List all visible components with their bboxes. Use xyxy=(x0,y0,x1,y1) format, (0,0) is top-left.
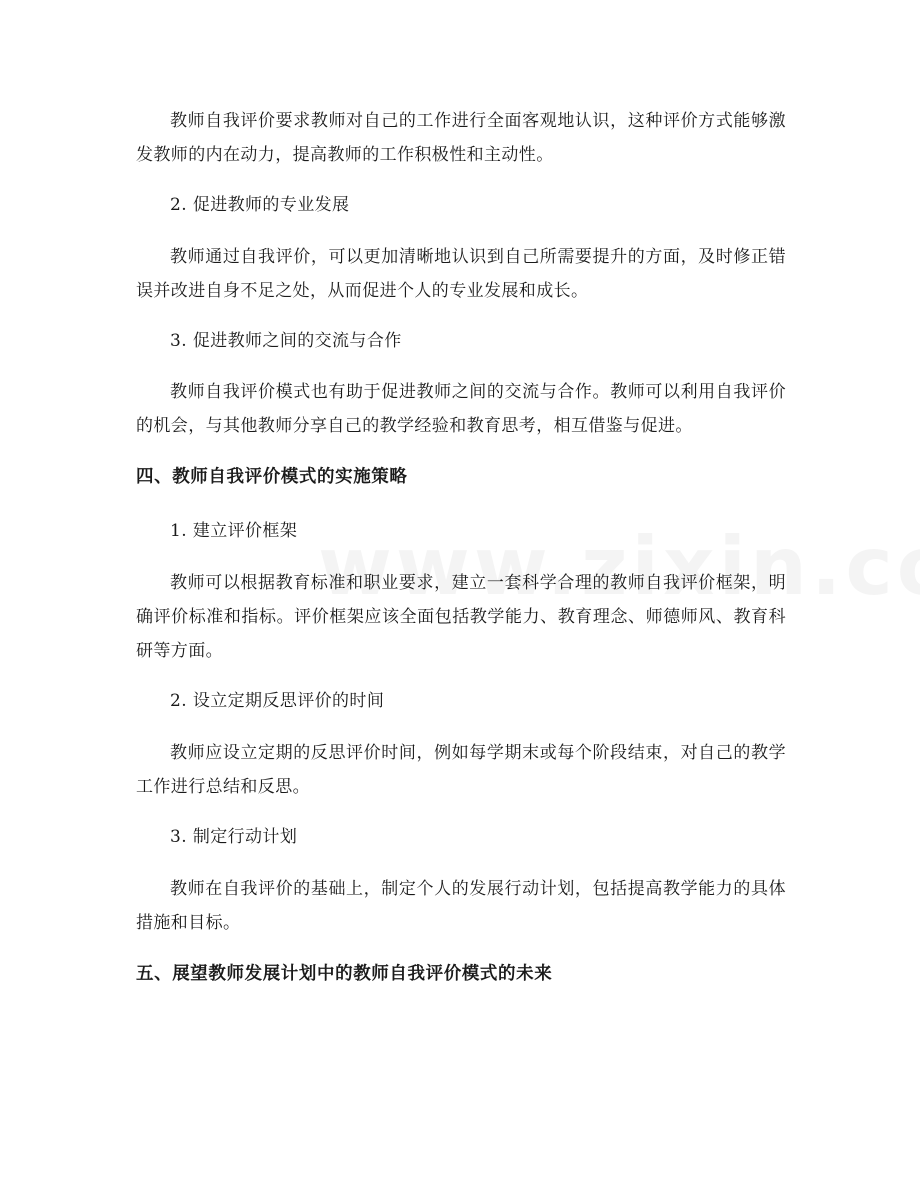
subheading-action-plan: 3. 制定行动计划 xyxy=(170,827,298,847)
paragraph-regular-reflection: 教师应设立定期的反思评价时间，例如每学期末或每个阶段结束，对自己的教学工作进行总结和反思。 xyxy=(136,743,786,797)
subheading-communication-cooperation: 3. 促进教师之间的交流与合作 xyxy=(170,331,402,351)
section-heading-implementation-strategy: 四、教师自我评价模式的实施策略 xyxy=(136,467,408,487)
subheading-build-framework: 1. 建立评价框架 xyxy=(170,521,298,541)
paragraph-build-framework: 教师可以根据教育标准和职业要求，建立一套科学合理的教师自我评价框架，明确评价标准和指标。评价框架应该全面包括教学能力、教育理念、师德师风、教育科研等方面。 xyxy=(136,573,786,661)
paragraph-action-plan: 教师在自我评价的基础上，制定个人的发展行动计划，包括提高教学能力的具体措施和目标。 xyxy=(136,879,786,933)
paragraph-self-evaluation-intro: 教师自我评价要求教师对自己的工作进行全面客观地认识，这种评价方式能够激发教师的内在动力，提高教师的工作积极性和主动性。 xyxy=(136,111,786,165)
section-heading-future-outlook: 五、展望教师发展计划中的教师自我评价模式的未来 xyxy=(136,964,553,984)
subheading-professional-development: 2. 促进教师的专业发展 xyxy=(170,195,350,215)
subheading-regular-reflection: 2. 设立定期反思评价的时间 xyxy=(170,691,385,711)
paragraph-communication-cooperation: 教师自我评价模式也有助于促进教师之间的交流与合作。教师可以利用自我评价的机会，与其他教师分享自己的教学经验和教育思考，相互借鉴与促进。 xyxy=(136,382,786,436)
paragraph-professional-development: 教师通过自我评价，可以更加清晰地认识到自己所需要提升的方面，及时修正错误并改进自身不足之处，从而促进个人的专业发展和成长。 xyxy=(136,247,786,301)
